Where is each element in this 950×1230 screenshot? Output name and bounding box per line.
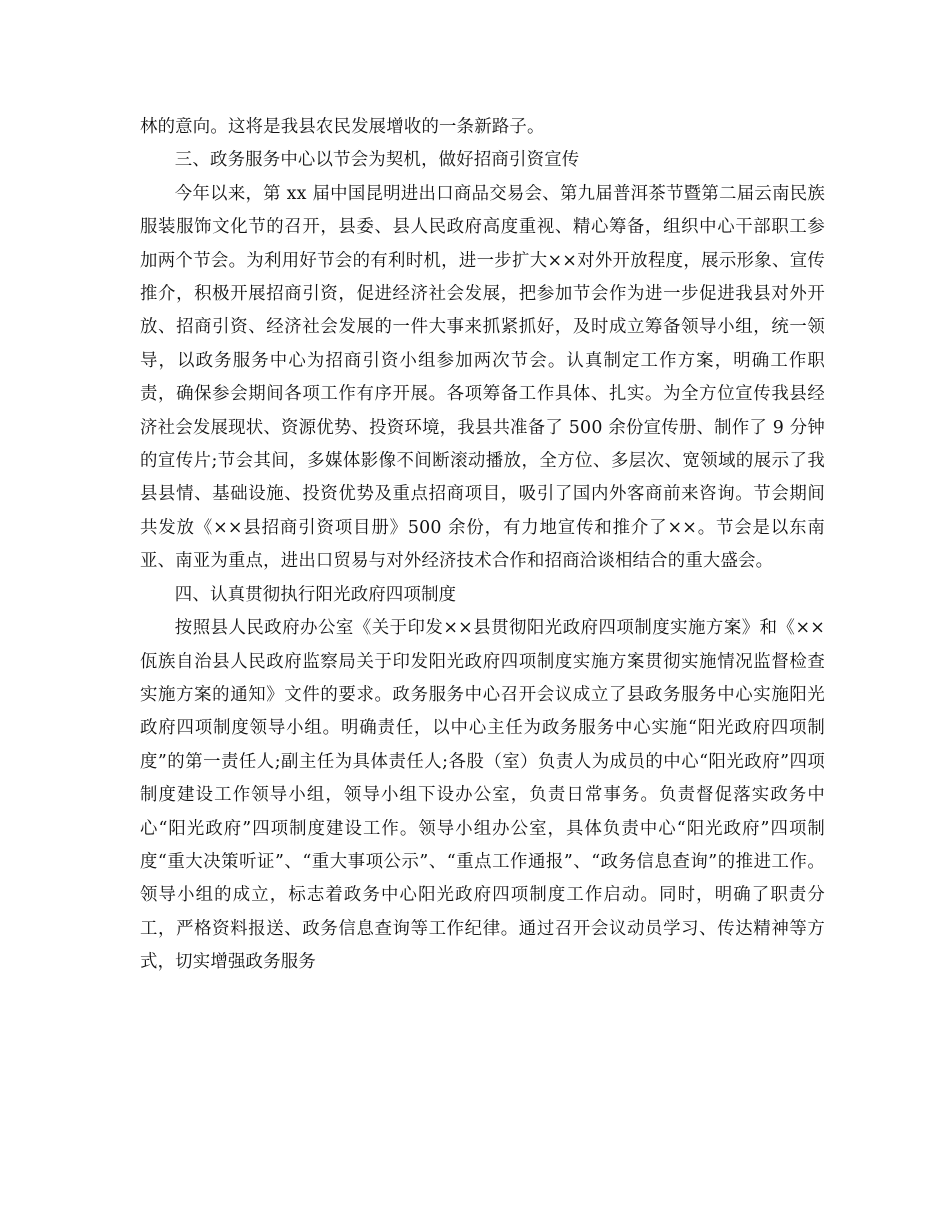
- section-heading-4: 四、认真贯彻执行阳光政府四项制度: [174, 584, 457, 605]
- paragraph-sunshine-government: 按照县人民政府办公室《关于印发××县贯彻阳光政府四项制度实施方案》和《××佤族自治县人民政府监察局关于印发阳光政府四项制度实施方案贯彻实施情况监督检查实施方案的通知》文件的要求。政务服务中心召开会议成立了县政务服务中心实施阳光政府四项制度领导小组。明确责任，以中心主任为政务服务中心实施“阳光政府四项制度”的第一责任人;副主任为具体责任人;各股（室）负责人为成员的中心“阳光政府”四项制度建设工作领导小组，领导小组下设办公室，负责日常事务。负责督促落实政务中心“阳光政府”四项制度建设工作。领导小组办公室，具体负责中心“阳光政府”四项制度“重大决策听证”、“重大事项公示”、“重点工作通报”、“政务信息查询”的推进工作。领导小组的成立，标志着政务中心阳光政府四项制度工作启动。同时，明确了职责分工，严格资料报送、政务信息查询等工作纪律。通过召开会议动员学习、传达精神等方式，切实增强政务服务: [140, 618, 825, 973]
- paragraph-continuation: 林的意向。这将是我县农民发展增收的一条新路子。: [140, 117, 545, 137]
- section-heading-3: 三、政务服务中心以节会为契机，做好招商引资宣传: [174, 150, 580, 171]
- document-body: [140, 111, 825, 980]
- paragraph-expo-promotion: 今年以来，第 xx 届中国昆明进出口商品交易会、第九届普洱茶节暨第二届云南民族服装服饰文化节的召开，县委、县人民政府高度重视、精心筹备，组织中心干部职工参加两个节会。为利用好节会的有利时机，进一步扩大××对外开放程度，展示形象、宣传推介，积极开展招商引资，促进经济社会发展，把参加节会作为进一步促进我县对外开放、招商引资、经济社会发展的一件大事来抓紧抓好，及时成立筹备领导小组，统一领导，以政务服务中心为招商引资小组参加两次节会。认真制定工作方案，明确工作职责，确保参会期间各项工作有序开展。各项筹备工作具体、扎实。为全方位宣传我县经济社会发展现状、资源优势、投资环境，我县共准备了 500 余份宣传册、制作了 9 分钟的宣传片;节会其间，多媒体影像不间断滚动播放，全方位、多层次、宽领域的展示了我县县情、基础设施、投资优势及重点招商项目，吸引了国内外客商前来咨询。节会期间共发放《××县招商引资项目册》500 余份，有力地宣传和推介了××。节会是以东南亚、南亚为重点，进出口贸易与对外经济技术合作和招商洽谈相结合的重大盛会。: [140, 183, 825, 572]
